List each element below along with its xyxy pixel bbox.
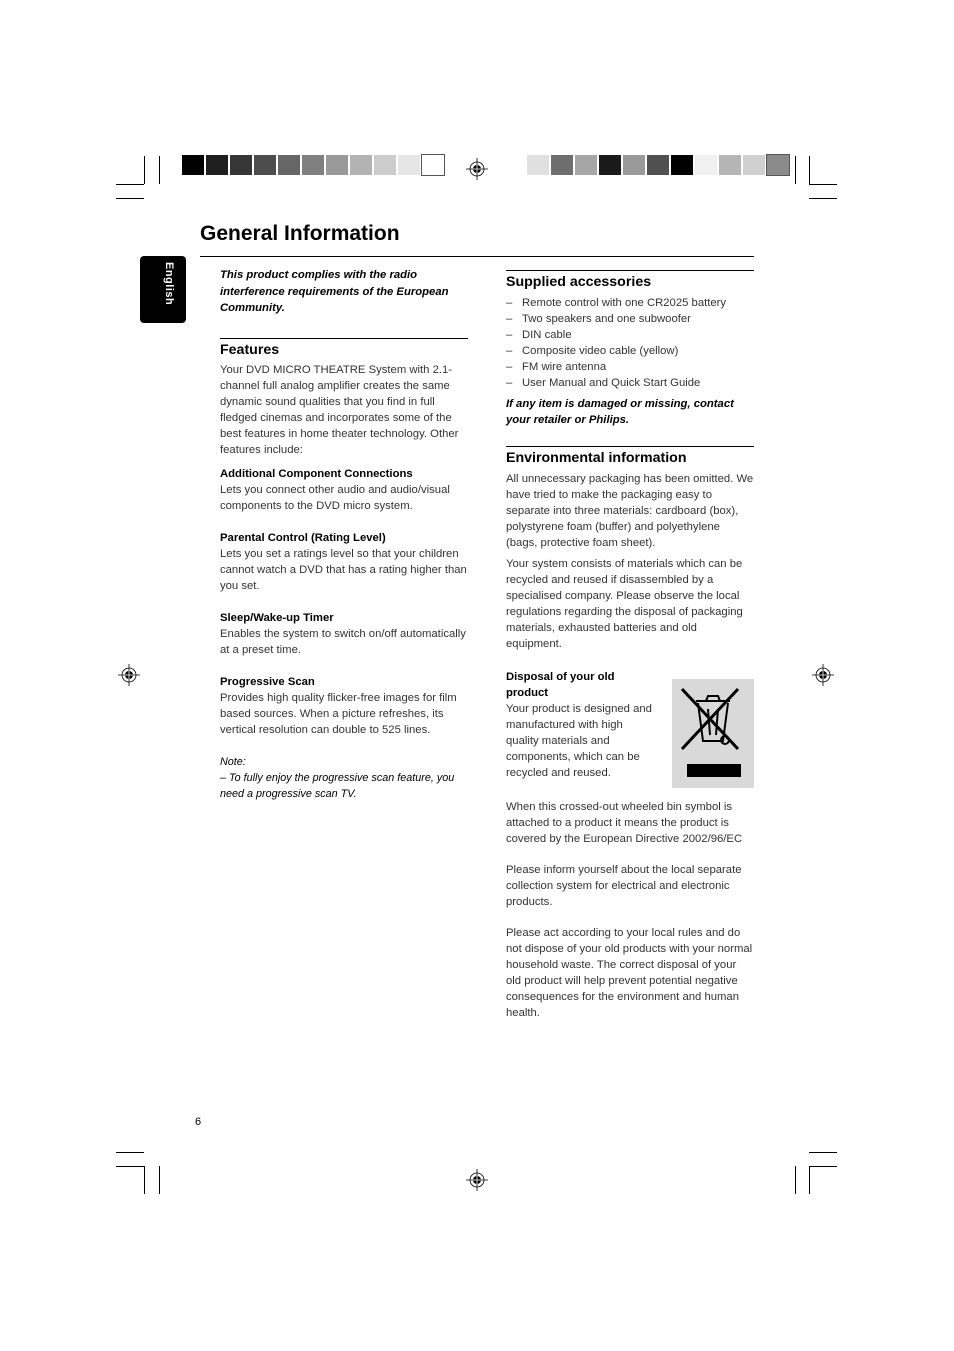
- environment-heading: Environmental information: [506, 450, 687, 466]
- crop-mark: [116, 184, 144, 185]
- color-swatch: [421, 154, 445, 176]
- features-heading: Features: [220, 341, 280, 358]
- section-divider: [506, 270, 754, 271]
- color-swatch: [325, 154, 349, 176]
- title-divider: [200, 256, 754, 257]
- page-title: General Information: [200, 222, 400, 245]
- list-item: – User Manual and Quick Start Guide: [506, 375, 754, 391]
- color-swatch: [646, 154, 670, 176]
- crop-mark: [116, 198, 144, 199]
- note-label: Note:: [220, 755, 246, 768]
- crossed-out-bin-icon: [672, 679, 754, 788]
- disposal-paragraph: Please inform yourself about the local separate collection system for electrical and electronic products.: [506, 864, 742, 908]
- disposal-paragraph: Please act according to your local rules and do not dispose of your old products with your normal household waste. The correct disposal of your old product will help prevent potential negative consequences for the environment and human health.: [506, 927, 753, 1019]
- section-divider: [220, 338, 468, 339]
- color-swatch: [526, 154, 550, 176]
- color-swatch: [253, 154, 277, 176]
- crop-mark: [809, 198, 837, 199]
- color-swatch: [205, 154, 229, 176]
- color-swatch: [229, 154, 253, 176]
- right-column: [506, 270, 754, 1021]
- list-item: – Remote control with one CR2025 battery: [506, 295, 754, 311]
- environment-paragraph: Your system consists of materials which can be recycled and reused if disassembled by a specialised company. Please observe the local regulations regarding the disposal of packaging materials, exhausted batteries and old equipment.: [506, 558, 743, 650]
- feature-text: Lets you set a ratings level so that your children cannot watch a DVD that has a rating higher than you set.: [220, 547, 467, 592]
- crop-mark: [144, 1166, 145, 1194]
- crop-mark: [809, 1166, 837, 1167]
- features-intro: Your DVD MICRO THEATRE System with 2.1-channel full analog amplifier creates the same dynamic sound qualities that you find in full fledged cinemas and incorporates some of the best features in home theater technology. Other features include:: [220, 363, 459, 456]
- color-swatch: [181, 154, 205, 176]
- color-swatch: [622, 154, 646, 176]
- color-swatch: [718, 154, 742, 176]
- crop-mark: [159, 156, 160, 184]
- crop-mark: [159, 1166, 160, 1194]
- color-swatch: [598, 154, 622, 176]
- disposal-paragraph: When this crossed-out wheeled bin symbol is attached to a product it means the product is covered by the European Directive 2002/96/EC: [506, 801, 743, 845]
- list-item: – FM wire antenna: [506, 359, 754, 375]
- color-swatch: [301, 154, 325, 176]
- note-text: – To fully enjoy the progressive scan feature, you need a progressive scan TV.: [220, 771, 455, 800]
- accessories-warning: If any item is damaged or missing, contact your retailer or Philips.: [506, 398, 734, 426]
- accessories-list: [506, 295, 754, 391]
- crop-mark: [809, 1166, 810, 1194]
- list-item: – Composite video cable (yellow): [506, 343, 754, 359]
- accessories-heading: Supplied accessories: [506, 274, 652, 290]
- registration-target-icon: [466, 158, 488, 180]
- color-calibration-bar-right: [526, 154, 790, 176]
- disposal-heading: Disposal of your old product: [506, 671, 615, 699]
- compliance-note: This product complies with the radio interference requirements of the European Community.: [220, 269, 449, 314]
- registration-target-icon: [466, 1169, 488, 1191]
- left-column: [220, 267, 468, 802]
- crop-mark: [795, 1166, 796, 1194]
- color-swatch: [397, 154, 421, 176]
- color-swatch: [373, 154, 397, 176]
- language-tab: [140, 256, 186, 323]
- color-swatch: [550, 154, 574, 176]
- color-swatch: [670, 154, 694, 176]
- feature-title: Parental Control (Rating Level): [220, 531, 386, 544]
- color-swatch: [277, 154, 301, 176]
- feature-text: Enables the system to switch on/off automatically at a preset time.: [220, 627, 466, 656]
- registration-target-icon: [812, 664, 834, 686]
- crop-mark: [144, 156, 145, 184]
- color-swatch: [574, 154, 598, 176]
- list-item: – DIN cable: [506, 327, 754, 343]
- feature-text: Provides high quality flicker-free images for film based sources. When a picture refreshes, its vertical resolution can double to 525 lines.: [220, 691, 457, 736]
- disposal-block: [506, 669, 754, 793]
- environment-paragraph: All unnecessary packaging has been omitted. We have tried to make the packaging easy to separate into three materials: cardboard (box), polystyrene foam (buffer) and polyethylene (bags, protective foam sheet).: [506, 473, 754, 549]
- feature-title: Sleep/Wake-up Timer: [220, 611, 334, 624]
- page-number: 6: [195, 1116, 202, 1128]
- crop-mark: [809, 156, 810, 184]
- color-swatch: [766, 154, 790, 176]
- feature-title: Progressive Scan: [220, 675, 315, 688]
- crop-mark: [809, 1152, 837, 1153]
- color-swatch: [694, 154, 718, 176]
- registration-target-icon: [118, 664, 140, 686]
- feature-text: Lets you connect other audio and audio/visual components to the DVD micro system.: [220, 483, 450, 512]
- crop-mark: [795, 156, 796, 184]
- language-label: English: [163, 262, 175, 306]
- color-swatch: [349, 154, 373, 176]
- disposal-text: Your product is designed and manufactured with high quality materials and components, which can be recycled and reused.: [506, 703, 652, 779]
- crop-mark: [116, 1152, 144, 1153]
- list-item: – Two speakers and one subwoofer: [506, 311, 754, 327]
- section-divider: [506, 446, 754, 447]
- crop-mark: [116, 1166, 144, 1167]
- crop-mark: [809, 184, 837, 185]
- color-swatch: [742, 154, 766, 176]
- feature-title: Additional Component Connections: [220, 467, 413, 480]
- color-calibration-bar-left: [181, 154, 445, 176]
